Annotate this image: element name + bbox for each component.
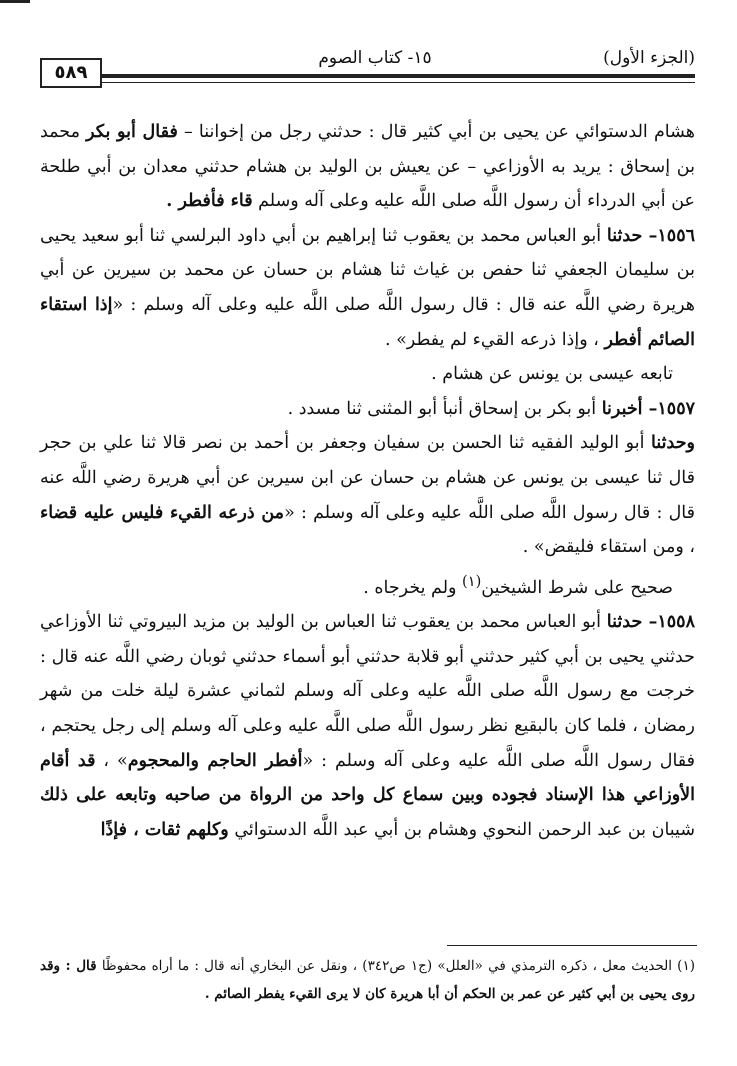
text-run: ، ومن استقاء فليقض» . — [522, 537, 695, 558]
hadith-1558 — [40, 605, 695, 847]
text-run: (١) الحديث معل ، ذكره الترمذي في «العلل» (ج١ ص٣٤٢) ، ونقل عن البخاري أنه قال : ما أراه محفوظًا — [96, 958, 695, 974]
bold-run: أفطر الحاجم والمحجوم — [127, 750, 303, 771]
hadith-number: ١٥٥٧– أخبرنا — [601, 398, 695, 419]
sahih-note — [40, 565, 695, 605]
text-run: أبو الوليد الفقيه ثنا الحسن بن سفيان وجعفر بن أحمد بن نصر قالا ثنا علي بن حجر قال ثنا عيسى بن يونس عن هشام بن حسان عن ابن سيرين عن أبي هريرة رضي اللَّه عنه قال : قال رسول اللَّه صلى اللَّه عليه وعلى آله وسلم : « — [40, 433, 695, 523]
page-header — [40, 48, 695, 98]
page-number: ٥٨٩ — [40, 58, 102, 88]
hadith-number: ١٥٥٦– حدثنا — [606, 225, 695, 246]
text-run: محمد بن إسحاق : يريد به الأوزاعي – عن يعيش بن الوليد بن هشام حدثني معدان بن أبي طلحة عن أبي الدرداء أن رسول اللَّه صلى اللَّه عليه وعلى آله وسلم — [40, 122, 695, 212]
tabaah-note: تابعه عيسى بن يونس عن هشام . — [431, 364, 673, 385]
text-run: أبو العباس محمد بن يعقوب ثنا العباس بن الوليد بن مزيد البيروتي ثنا الأوزاعي حدثني يحيى بن أبي كثير حدثني أبو قلابة حدثني أبو أسماء حدثني ثوبان رضي اللَّه عنه قال : خرجت مع رسول اللَّه صلى اللَّه عليه وعلى آله وسلم لثماني عشرة ليلة خلت من شهر رمضان ، فلما كان بالبقيع نظر رسول اللَّه صلى اللَّه عليه وعلى آله وسلم إلى رجل يحتجم ، فقال رسول اللَّه صلى اللَّه عليه وعلى آله وسلم : « — [40, 612, 695, 771]
bold-run: قال : وقد روى يحيى بن أبي كثير عن عمر بن الحكم أن أبا هريرة كان لا يرى القيء يفطر الصائم . — [40, 958, 695, 1002]
text-run: ولم يخرجاه . — [363, 577, 463, 598]
hadith-1557 — [40, 392, 695, 427]
text-run: شيبان بن عبد الرحمن النحوي وهشام بن أبي عبد اللَّه الدستوائي — [228, 819, 695, 840]
paragraph-continuation — [40, 115, 695, 219]
hadith-1556 — [40, 219, 695, 357]
chapter-title: ١٥- كتاب الصوم — [318, 48, 432, 68]
hadith-number: ١٥٥٨– حدثنا — [606, 612, 695, 633]
bold-run: قد أقام الأوزاعي هذا الإسناد فجوده وبين سماع كل واحد من الرواة من صاحبه وتابعه على ذلك — [40, 750, 695, 806]
bold-run: قاء فأفطر . — [166, 191, 253, 212]
bold-run: إذا استقاء الصائم أفطر — [40, 294, 695, 350]
text-run: » ، — [95, 750, 128, 771]
footnote-ref: (١) — [462, 572, 482, 590]
text-run: أبو بكر بن إسحاق أنبأ أبو المثنى ثنا مسدد . — [287, 398, 602, 419]
text-run: صحيح على شرط الشيخين — [481, 577, 673, 598]
text-run: ، وإذا ذرعه القيء لم يفطر» . — [384, 329, 605, 350]
header-rule-thick — [102, 74, 695, 78]
corner-mark — [0, 0, 30, 3]
bold-run: فقال أبو بكر — [86, 122, 178, 142]
text-run: أبو العباس محمد بن يعقوب ثنا إبراهيم بن أبي داود البرلسي ثنا أبو سعيد يحيى بن سليمان الجعفي ثنا حفص بن غياث ثنا هشام بن حسان عن محمد بن سيرين عن أبي هريرة رضي اللَّه عنه قال : قال رسول اللَّه صلى اللَّه عليه وعلى آله وسلم : « — [40, 225, 695, 315]
volume-label: (الجزء الأول) — [603, 48, 695, 68]
footnotes — [40, 952, 695, 1008]
header-rule-thin — [102, 82, 695, 83]
footnote-1 — [40, 952, 695, 1008]
wahaddathana-paragraph — [40, 426, 695, 564]
body-text — [40, 115, 695, 847]
bold-run: وحدثنا — [651, 433, 695, 454]
bold-run: من ذرعه القيء فليس عليه قضاء — [40, 502, 285, 523]
footnote-rule — [447, 945, 697, 946]
text-run: هشام الدستوائي عن يحيى بن أبي كثير قال : حدثني رجل من إخواننا – — [177, 122, 695, 142]
bold-run: وكلهم ثقات ، فإذًا — [100, 819, 229, 840]
